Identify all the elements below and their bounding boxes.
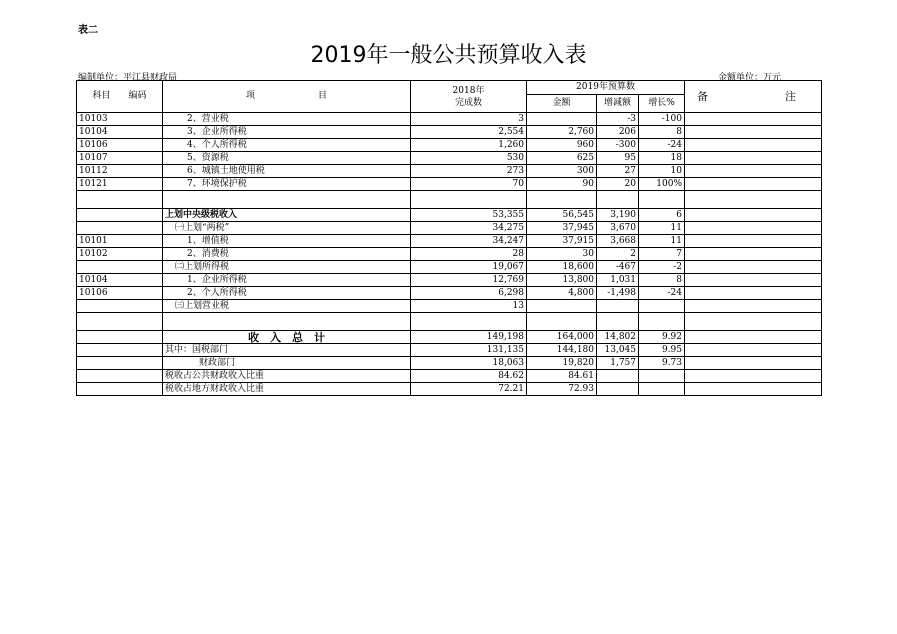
table-row (77, 300, 822, 313)
table-row (77, 178, 822, 191)
completed-2018-cell: 12,769 (411, 274, 527, 287)
completed-2018-cell: 34,247 (411, 235, 527, 248)
table-row (77, 248, 822, 261)
code-cell: 10121 (77, 178, 163, 191)
code-cell (77, 300, 163, 313)
growth-cell: 7 (639, 248, 685, 261)
change-cell: -1,498 (597, 287, 639, 300)
remark-cell (685, 261, 822, 274)
amount-cell: 19,820 (527, 357, 597, 370)
item-cell (163, 191, 411, 209)
remark-cell (685, 139, 822, 152)
growth-cell: 8 (639, 274, 685, 287)
amount-cell (527, 113, 597, 126)
header-change: 增减额 (597, 95, 639, 113)
completed-2018-cell: 53,355 (411, 209, 527, 222)
item-cell: 2、个人所得税 (163, 287, 411, 300)
header-completed-2018-text: 2018年 完成数 (452, 85, 485, 108)
remark-cell (685, 209, 822, 222)
change-cell: 27 (597, 165, 639, 178)
growth-cell: -24 (639, 287, 685, 300)
growth-cell (639, 313, 685, 331)
code-cell (77, 370, 163, 383)
header-completed-2018 (411, 81, 527, 113)
item-cell: ㈢上划营业税 (163, 300, 411, 313)
table-row (77, 152, 822, 165)
code-cell (77, 261, 163, 274)
growth-cell: 9.73 (639, 357, 685, 370)
completed-2018-cell: 34,275 (411, 222, 527, 235)
remark-cell (685, 222, 822, 235)
item-cell: 4、个人所得税 (163, 139, 411, 152)
change-cell: 13,045 (597, 344, 639, 357)
completed-2018-cell: 6,298 (411, 287, 527, 300)
completed-2018-cell: 84.62 (411, 370, 527, 383)
item-cell: 财政部门 (163, 357, 411, 370)
change-cell: 3,668 (597, 235, 639, 248)
completed-2018-cell: 19,067 (411, 261, 527, 274)
growth-cell: 11 (639, 235, 685, 248)
growth-cell: -100 (639, 113, 685, 126)
table-row (77, 222, 822, 235)
header-item: 项 目 (163, 81, 411, 113)
completed-2018-cell (411, 313, 527, 331)
item-cell: 收 入 总 计 (163, 331, 411, 344)
table-row (77, 235, 822, 248)
code-cell: 10101 (77, 235, 163, 248)
table-row (77, 274, 822, 287)
completed-2018-cell: 13 (411, 300, 527, 313)
amount-cell: 72.93 (527, 383, 597, 396)
item-cell: 上划中央级税收入 (163, 209, 411, 222)
amount-unit: 金额单位：万元 (718, 73, 782, 83)
code-cell (77, 191, 163, 209)
header-remark: 备 注 (685, 81, 822, 113)
growth-cell: 9.92 (639, 331, 685, 344)
completed-2018-cell: 2,554 (411, 126, 527, 139)
item-cell: 其中：国税部门 (163, 344, 411, 357)
budget-table (76, 80, 822, 396)
change-cell (597, 313, 639, 331)
amount-cell: 13,800 (527, 274, 597, 287)
growth-cell: 100% (639, 178, 685, 191)
remark-cell (685, 313, 822, 331)
completed-2018-cell: 149,198 (411, 331, 527, 344)
change-cell: 14,802 (597, 331, 639, 344)
change-cell: 95 (597, 152, 639, 165)
header-growth: 增长% (639, 95, 685, 113)
amount-cell: 960 (527, 139, 597, 152)
amount-cell: 30 (527, 248, 597, 261)
change-cell (597, 370, 639, 383)
code-cell (77, 209, 163, 222)
table-row (77, 370, 822, 383)
code-cell: 10106 (77, 287, 163, 300)
header-amount: 金额 (527, 95, 597, 113)
growth-cell: 6 (639, 209, 685, 222)
item-cell: ㈡上划所得税 (163, 261, 411, 274)
table-row (77, 113, 822, 126)
amount-cell: 37,945 (527, 222, 597, 235)
completed-2018-cell: 70 (411, 178, 527, 191)
amount-cell (527, 191, 597, 209)
code-cell: 10103 (77, 113, 163, 126)
item-cell (163, 313, 411, 331)
table-row (77, 139, 822, 152)
completed-2018-cell: 18,063 (411, 357, 527, 370)
amount-cell: 4,800 (527, 287, 597, 300)
code-cell (77, 331, 163, 344)
completed-2018-cell: 72.21 (411, 383, 527, 396)
compiling-unit: 编制单位：平江县财政局 (78, 73, 178, 83)
change-cell: 3,190 (597, 209, 639, 222)
amount-cell: 18,600 (527, 261, 597, 274)
item-cell: 税收占公共财政收入比重 (163, 370, 411, 383)
growth-cell: 18 (639, 152, 685, 165)
code-cell (77, 313, 163, 331)
code-cell: 10112 (77, 165, 163, 178)
growth-cell (639, 383, 685, 396)
header-code: 科目 编码 (77, 81, 163, 113)
item-cell: 税收占地方财政收入比重 (163, 383, 411, 396)
remark-cell (685, 191, 822, 209)
table-row (77, 313, 822, 331)
change-cell: 2 (597, 248, 639, 261)
completed-2018-cell: 28 (411, 248, 527, 261)
remark-cell (685, 152, 822, 165)
amount-cell: 2,760 (527, 126, 597, 139)
code-cell: 10102 (77, 248, 163, 261)
change-cell (597, 191, 639, 209)
amount-cell (527, 300, 597, 313)
amount-cell: 84.61 (527, 370, 597, 383)
growth-cell: 11 (639, 222, 685, 235)
completed-2018-cell: 3 (411, 113, 527, 126)
table-row (77, 191, 822, 209)
table-row (77, 287, 822, 300)
growth-cell (639, 370, 685, 383)
table-row (77, 357, 822, 370)
table-row (77, 344, 822, 357)
remark-cell (685, 274, 822, 287)
remark-cell (685, 357, 822, 370)
completed-2018-cell: 530 (411, 152, 527, 165)
completed-2018-cell: 131,135 (411, 344, 527, 357)
table-row (77, 383, 822, 396)
growth-cell: 8 (639, 126, 685, 139)
change-cell: 1,031 (597, 274, 639, 287)
page-title: 2019年一般公共预算收入表 (310, 43, 587, 68)
table-row (77, 126, 822, 139)
change-cell: 206 (597, 126, 639, 139)
amount-cell (527, 313, 597, 331)
item-cell: 6、城镇土地使用税 (163, 165, 411, 178)
item-cell: 3、企业所得税 (163, 126, 411, 139)
change-cell (597, 300, 639, 313)
change-cell: -3 (597, 113, 639, 126)
amount-cell: 164,000 (527, 331, 597, 344)
remark-cell (685, 370, 822, 383)
growth-cell: -24 (639, 139, 685, 152)
amount-cell: 90 (527, 178, 597, 191)
item-cell: ㈠上划“两税” (163, 222, 411, 235)
completed-2018-cell: 273 (411, 165, 527, 178)
remark-cell (685, 235, 822, 248)
table-row (77, 209, 822, 222)
item-cell: 1、增值税 (163, 235, 411, 248)
remark-cell (685, 344, 822, 357)
amount-cell: 625 (527, 152, 597, 165)
header-row (77, 81, 822, 95)
remark-cell (685, 113, 822, 126)
remark-cell (685, 126, 822, 139)
growth-cell (639, 300, 685, 313)
change-cell: 20 (597, 178, 639, 191)
table-row (77, 165, 822, 178)
change-cell: -300 (597, 139, 639, 152)
remark-cell (685, 383, 822, 396)
remark-cell (685, 331, 822, 344)
table-row (77, 331, 822, 344)
code-cell (77, 383, 163, 396)
item-cell: 2、消费税 (163, 248, 411, 261)
header-budget-2019: 2019年预算数 (527, 81, 685, 95)
code-cell: 10106 (77, 139, 163, 152)
remark-cell (685, 287, 822, 300)
remark-cell (685, 300, 822, 313)
item-cell: 2、营业税 (163, 113, 411, 126)
change-cell: 3,670 (597, 222, 639, 235)
table-body (77, 113, 822, 396)
sheet-label: 表二 (78, 25, 98, 36)
amount-cell: 56,545 (527, 209, 597, 222)
growth-cell: 9.95 (639, 344, 685, 357)
item-cell: 5、资源税 (163, 152, 411, 165)
completed-2018-cell (411, 191, 527, 209)
growth-cell: -2 (639, 261, 685, 274)
table-row (77, 261, 822, 274)
remark-cell (685, 165, 822, 178)
code-cell: 10107 (77, 152, 163, 165)
code-cell: 10104 (77, 274, 163, 287)
code-cell (77, 357, 163, 370)
growth-cell (639, 191, 685, 209)
change-cell: -467 (597, 261, 639, 274)
completed-2018-cell: 1,260 (411, 139, 527, 152)
amount-cell: 37,915 (527, 235, 597, 248)
amount-cell: 300 (527, 165, 597, 178)
item-cell: 1、企业所得税 (163, 274, 411, 287)
remark-cell (685, 248, 822, 261)
change-cell: 1,757 (597, 357, 639, 370)
change-cell (597, 383, 639, 396)
item-cell: 7、环境保护税 (163, 178, 411, 191)
code-cell (77, 222, 163, 235)
code-cell (77, 344, 163, 357)
remark-cell (685, 178, 822, 191)
growth-cell: 10 (639, 165, 685, 178)
amount-cell: 144,180 (527, 344, 597, 357)
code-cell: 10104 (77, 126, 163, 139)
